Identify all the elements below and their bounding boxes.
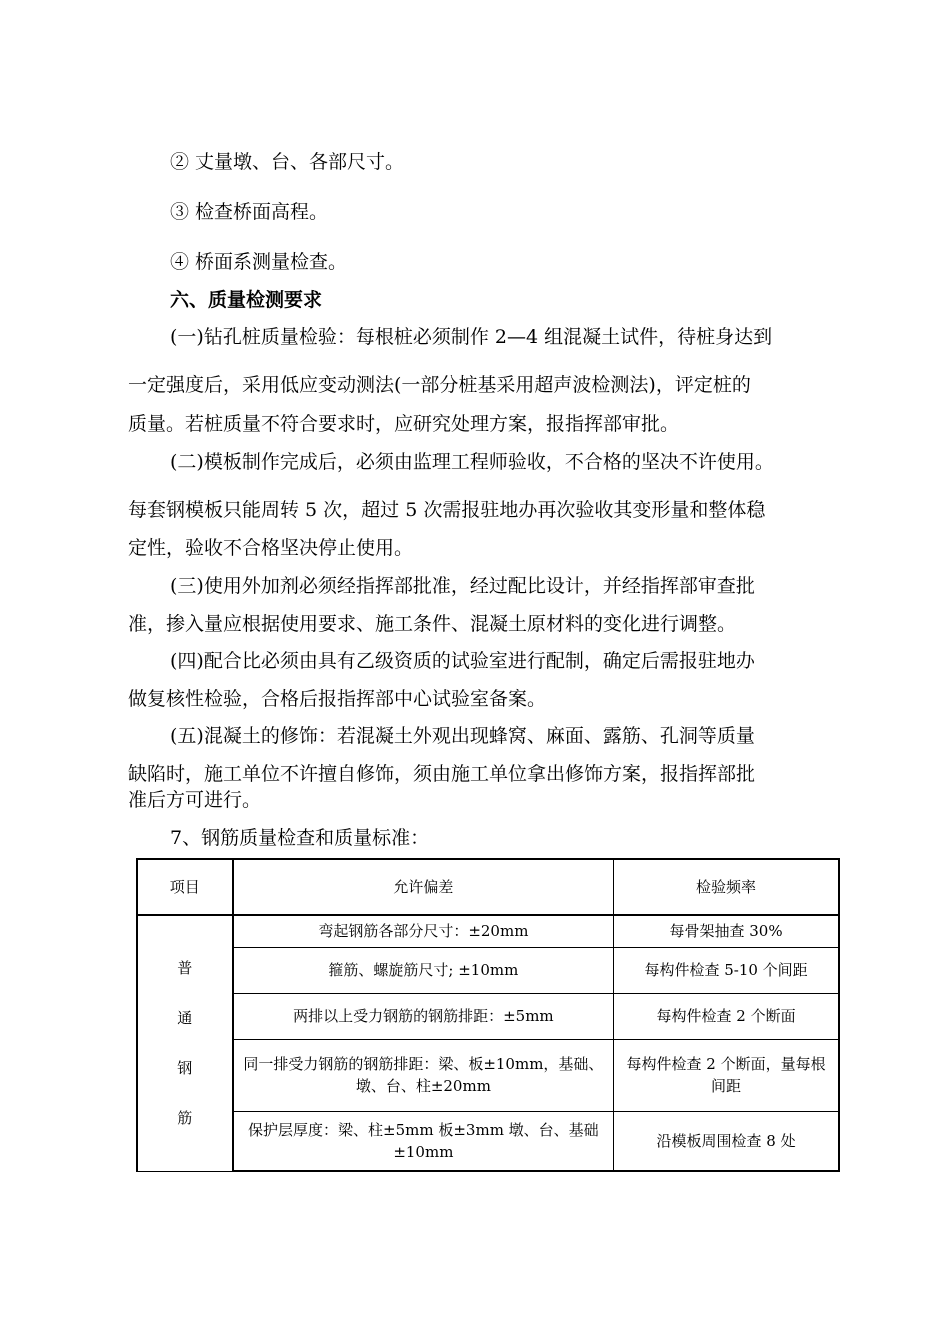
table-row (137, 1111, 839, 1171)
tolerance-cell: 箍筋、螺旋筋尺寸; ±10mm (233, 947, 614, 993)
table-row (137, 993, 839, 1039)
category-char: 筋 (177, 1109, 193, 1128)
header-tolerance: 允许偏差 (233, 859, 614, 915)
paragraph-line: (二)模板制作完成后，必须由监理工程师验收，不合格的坚决不许使用。 (170, 451, 774, 473)
tolerance-cell: 两排以上受力钢筋的钢筋排距：±5mm (233, 993, 614, 1039)
frequency-cell: 每构件检查 2 个断面 (614, 993, 839, 1039)
category-char: 通 (177, 1009, 193, 1028)
header-frequency: 检验频率 (614, 859, 839, 915)
frequency-cell: 每构件检查 5-10 个间距 (614, 947, 839, 993)
tolerance-cell: 弯起钢筋各部分尺寸：±20mm (233, 915, 614, 947)
paragraph-line: (一)钻孔桩质量检验：每根桩必须制作 2—4 组混凝土试件，待桩身达到 (170, 326, 773, 348)
list-item-4: ④ 桥面系测量检查。 (170, 251, 348, 273)
list-item-3: ③ 检查桥面高程。 (170, 201, 329, 223)
table-row (137, 947, 839, 993)
table-row (137, 1039, 839, 1111)
list-item-2: ② 丈量墩、台、各部尺寸。 (170, 151, 405, 173)
table-header-row (137, 859, 839, 915)
category-char: 钢 (177, 1059, 193, 1078)
category-cell (137, 915, 233, 1171)
section-heading: 六、质量检测要求 (170, 289, 323, 311)
rebar-quality-table (136, 858, 840, 1172)
paragraph-line: (三)使用外加剂必须经指挥部批准，经过配比设计，并经指挥部审查批 (170, 575, 755, 597)
paragraph-line: 每套钢模板只能周转 5 次，超过 5 次需报驻地办再次验收其变形量和整体稳 (128, 499, 766, 521)
paragraph-line: 缺陷时，施工单位不许擅自修饰，须由施工单位拿出修饰方案，报指挥部批 (128, 763, 756, 785)
paragraph-line: 质量。若桩质量不符合要求时，应研究处理方案，报指挥部审批。 (128, 413, 680, 435)
frequency-cell: 沿模板周围检查 8 处 (614, 1111, 839, 1171)
paragraph-line: 做复核性检验，合格后报指挥部中心试验室备案。 (128, 688, 547, 710)
paragraph-line: 准后方可进行。 (128, 789, 262, 811)
table-caption: 7、钢筋质量检查和质量标准： (170, 827, 430, 849)
paragraph-line: 定性，验收不合格坚决停止使用。 (128, 537, 414, 559)
tolerance-cell: 保护层厚度：梁、柱±5mm 板±3mm 墩、台、基础±10mm (233, 1111, 614, 1171)
paragraph-line: 一定强度后，采用低应变动测法(一部分桩基采用超声波检测法)，评定桩的 (128, 374, 751, 396)
category-char: 普 (177, 959, 193, 978)
table-row (137, 915, 839, 947)
frequency-cell: 每骨架抽查 30% (614, 915, 839, 947)
header-item: 项目 (137, 859, 233, 915)
tolerance-cell: 同一排受力钢筋的钢筋排距：梁、板±10mm，基础、墩、台、柱±20mm (233, 1039, 614, 1111)
paragraph-line: 准，掺入量应根据使用要求、施工条件、混凝土原材料的变化进行调整。 (128, 613, 737, 635)
paragraph-line: (四)配合比必须由具有乙级资质的试验室进行配制，确定后需报驻地办 (170, 650, 755, 672)
frequency-cell: 每构件检查 2 个断面，量每根间距 (614, 1039, 839, 1111)
paragraph-line: (五)混凝土的修饰：若混凝土外观出现蜂窝、麻面、露筋、孔洞等质量 (170, 725, 755, 747)
